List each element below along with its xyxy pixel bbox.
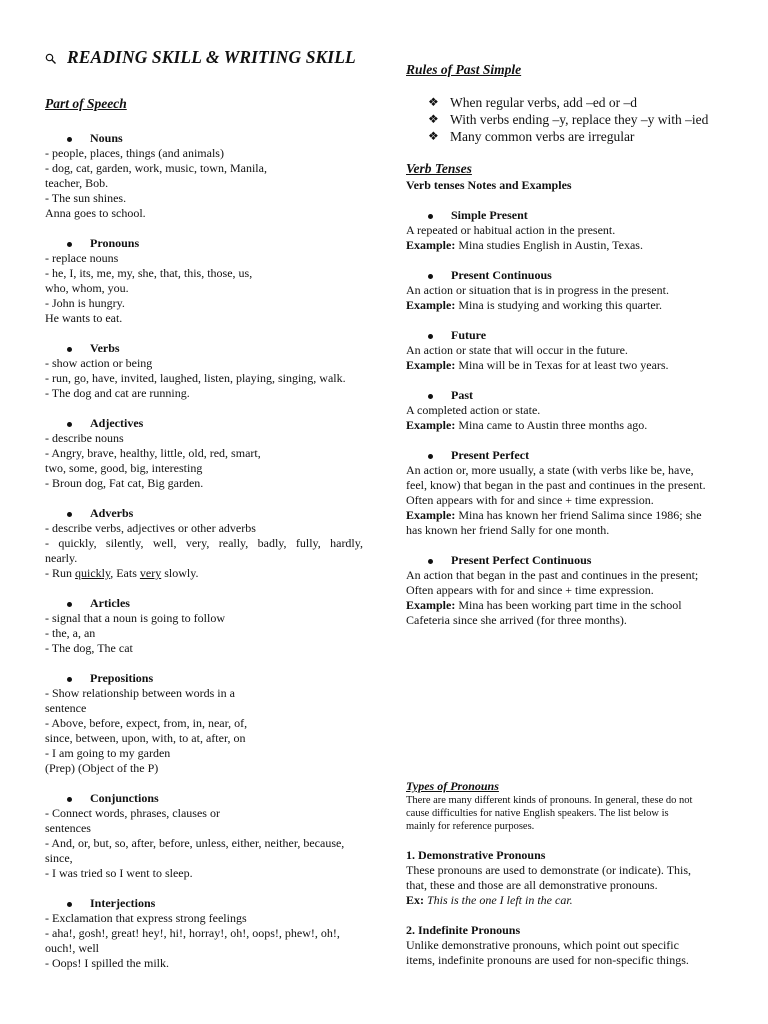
prepositions-section [45, 671, 363, 776]
tense-heading: Present Perfect [406, 448, 724, 463]
types-of-pronouns-heading: Types of Pronouns [406, 779, 499, 793]
prepositions-heading: Prepositions [45, 671, 363, 686]
text-line: Often appears with for and since + time expression. [406, 493, 654, 507]
tense-heading: Present Continuous [406, 268, 724, 283]
bullet-icon [428, 334, 433, 339]
text-line: A repeated or habitual action in the present. [406, 223, 616, 237]
bullet-icon [67, 902, 72, 907]
bullet-icon [67, 797, 72, 802]
page-title: READING SKILL & WRITING SKILL [67, 47, 356, 67]
text-line: sentence [45, 701, 87, 715]
articles-section [45, 596, 363, 656]
interjections-section [45, 896, 363, 971]
text-line: two, some, good, big, interesting [45, 461, 203, 475]
bullet-icon [67, 242, 72, 247]
past-simple-heading: Rules of Past Simple [406, 62, 522, 77]
text-line: Cafeteria since she arrived (for three months). [406, 613, 627, 627]
text-line: - quickly, silently, well, very, really, badly, fully, hardly, [45, 536, 363, 550]
tense-heading: Past [406, 388, 724, 403]
nouns-heading: Nouns [45, 131, 363, 146]
text-line: feel, know) that began in the past and continues in the present. [406, 478, 706, 492]
diamond-bullet-icon: ❖ [428, 112, 439, 126]
text-line: - Broun dog, Fat cat, Big garden. [45, 476, 204, 490]
bullet-icon [67, 347, 72, 352]
text-line: A completed action or state. [406, 403, 541, 417]
pronouns-heading: Pronouns [45, 236, 363, 251]
verbs-heading: Verbs [45, 341, 363, 356]
verb-tenses-subheading: Verb tenses Notes and Examples [406, 178, 572, 192]
text-line: - The sun shines. [45, 191, 127, 205]
tense-present-perfect [406, 448, 724, 538]
text-line: since, between, upon, with, to at, after, on [45, 731, 246, 745]
example-line: Example: Mina will be in Texas for at least two years. [406, 358, 669, 372]
list-item: ❖ Many common verbs are irregular [428, 129, 635, 144]
text-line: who, whom, you. [45, 281, 129, 295]
example-line: Ex: This is the one I left in the car. [406, 893, 573, 907]
conjunctions-section [45, 791, 363, 881]
bullet-icon [67, 422, 72, 427]
list-item: ❖ With verbs ending –y, replace they –y with –ied [428, 112, 709, 127]
text-line: - I was tried so I went to sleep. [45, 866, 193, 880]
text-line: There are many different kinds of pronouns. In general, these do not [406, 795, 693, 806]
text-line: - Show relationship between words in a [45, 686, 235, 700]
text-line: - replace nouns [45, 251, 119, 265]
text-line: - describe verbs, adjectives or other adverbs [45, 521, 256, 535]
text-line: - dog, cat, garden, work, music, town, Manila, [45, 161, 267, 175]
text-line: since, [45, 851, 73, 865]
text-line: - Exclamation that express strong feelings [45, 911, 247, 925]
bullet-icon [67, 512, 72, 517]
text-line: These pronouns are used to demonstrate (or indicate). This, [406, 863, 692, 877]
tense-future [406, 328, 724, 373]
text-line: - describe nouns [45, 431, 124, 445]
past-simple-rules-list [406, 94, 724, 145]
bullet-icon [67, 677, 72, 682]
diamond-bullet-icon: ❖ [428, 129, 439, 143]
text-line: cause difficulties for native English speakers. The list below is [406, 808, 669, 819]
tense-heading: Future [406, 328, 724, 343]
adjectives-heading: Adjectives [45, 416, 363, 431]
demonstrative-pronouns-heading: 1. Demonstrative Pronouns [406, 848, 546, 862]
text-line: teacher, Bob. [45, 176, 109, 190]
text-line: - show action or being [45, 356, 153, 370]
text-line: - Connect words, phrases, clauses or [45, 806, 220, 820]
example-line: Example: Mina is studying and working this quarter. [406, 298, 662, 312]
example-line: Example: Mina has known her friend Salima since 1986; she [406, 508, 702, 522]
text-line: An action or, more usually, a state (with verbs like be, have, [406, 463, 694, 477]
bullet-icon [428, 559, 433, 564]
bullet-icon [67, 602, 72, 607]
articles-heading: Articles [45, 596, 363, 611]
pronouns-section [45, 236, 363, 326]
verbs-section [45, 341, 363, 401]
bullet-icon [428, 274, 433, 279]
text-line: that, these and those are all demonstrative pronouns. [406, 878, 658, 892]
text-line: - aha!, gosh!, great! hey!, hi!, horray!, oh!, oops!, phew!, oh!, [45, 926, 340, 940]
verb-tenses-heading: Verb Tenses [406, 161, 472, 176]
bullet-icon [67, 137, 72, 142]
bullet-icon [428, 394, 433, 399]
tense-heading: Present Perfect Continuous [406, 553, 724, 568]
text-line: (Prep) (Object of the P) [45, 761, 159, 775]
tense-heading: Simple Present [406, 208, 724, 223]
text-line: - signal that a noun is going to follow [45, 611, 225, 625]
interjections-heading: Interjections [45, 896, 363, 911]
text-line: Anna goes to school. [45, 206, 146, 220]
text-line: - Oops! I spilled the milk. [45, 956, 169, 970]
diamond-bullet-icon: ❖ [428, 95, 439, 109]
text-line: - he, I, its, me, my, she, that, this, those, us, [45, 266, 253, 280]
indefinite-pronouns-heading: 2. Indefinite Pronouns [406, 923, 521, 937]
text-line: Unlike demonstrative pronouns, which point out specific [406, 938, 679, 952]
adjectives-section [45, 416, 363, 491]
example-line: Example: Mina studies English in Austin, Texas. [406, 238, 643, 252]
text-line: - John is hungry. [45, 296, 125, 310]
part-of-speech-heading: Part of Speech [45, 96, 127, 111]
text-line: sentences [45, 821, 91, 835]
text-line: An action or state that will occur in the future. [406, 343, 628, 357]
text-line: nearly. [45, 551, 78, 565]
text-line: An action or situation that is in progress in the present. [406, 283, 669, 297]
text-line: mainly for reference purposes. [406, 821, 535, 832]
adverbs-heading: Adverbs [45, 506, 363, 521]
tense-present-perfect-continuous [406, 553, 724, 628]
conjunctions-heading: Conjunctions [45, 791, 363, 806]
adverbs-example-line: - Run quickly, Eats very slowly. [45, 566, 199, 580]
adverbs-section [45, 506, 363, 581]
types-of-pronouns-section [406, 779, 726, 968]
text-line: He wants to eat. [45, 311, 123, 325]
text-line: - run, go, have, invited, laughed, listen, playing, singing, walk. [45, 371, 346, 385]
example-line: Example: Mina has been working part time in the school [406, 598, 682, 612]
text-line: - Angry, brave, healthy, little, old, red, smart, [45, 446, 261, 460]
text-line: - And, or, but, so, after, before, unless, either, neither, because, [45, 836, 345, 850]
text-line: - people, places, things (and animals) [45, 146, 224, 160]
text-line: - The dog and cat are running. [45, 386, 190, 400]
text-line: items, indefinite pronouns are used for non-specific things. [406, 953, 689, 967]
tense-past [406, 388, 724, 433]
bullet-icon [428, 214, 433, 219]
text-line: ouch!, well [45, 941, 99, 955]
text-line: An action that began in the past and continues in the present; [406, 568, 699, 582]
part-of-speech-column [45, 95, 363, 971]
text-line: - the, a, an [45, 626, 96, 640]
tense-present-continuous [406, 268, 724, 313]
tense-simple-present [406, 208, 724, 253]
magnifier-icon [45, 53, 57, 65]
text-line: - Above, before, expect, from, in, near, of, [45, 716, 248, 730]
text-line: - The dog, The cat [45, 641, 133, 655]
example-line: Example: Mina came to Austin three months ago. [406, 418, 648, 432]
text-line: - I am going to my garden [45, 746, 171, 760]
verb-rules-column [406, 61, 724, 628]
list-item: ❖ When regular verbs, add –ed or –d [428, 95, 638, 110]
nouns-section [45, 131, 363, 221]
bullet-icon [428, 454, 433, 459]
text-line: has known her friend Sally for one month. [406, 523, 610, 537]
text-line: Often appears with for and since + time expression. [406, 583, 654, 597]
